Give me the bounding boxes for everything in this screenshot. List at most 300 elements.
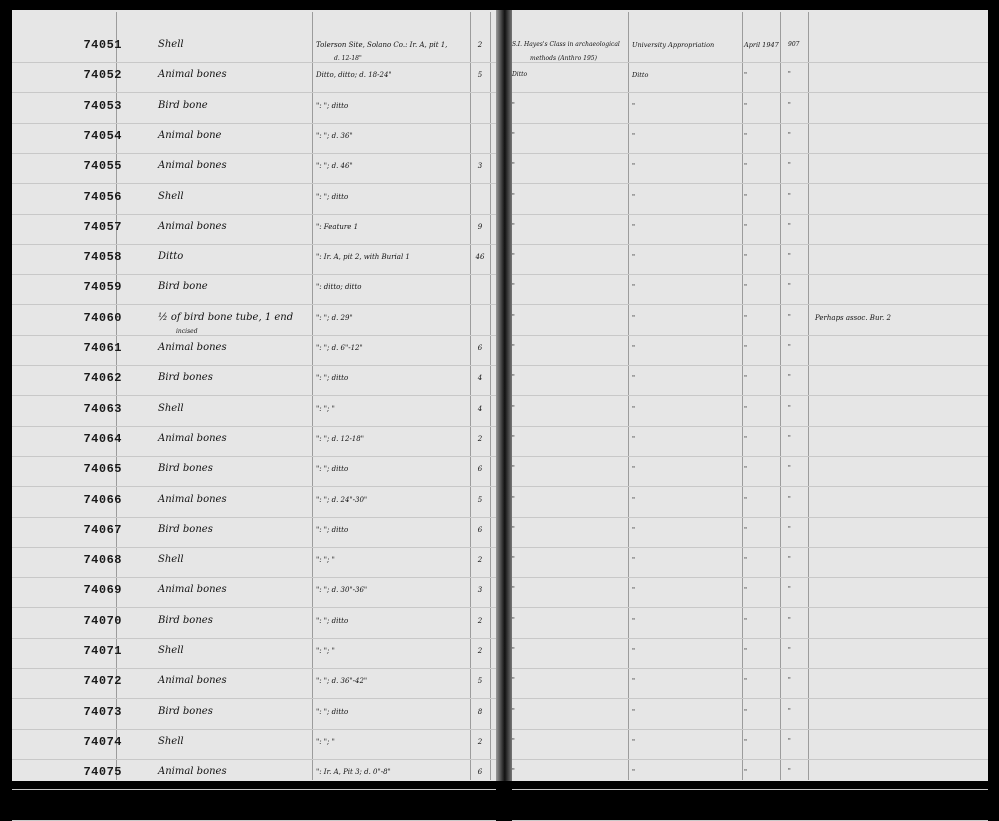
catalog-number-text: 74061 [83,341,122,355]
date-received [744,99,747,113]
date-received-text: " [744,707,747,716]
quantity [470,644,490,658]
date-received [744,493,747,507]
source [512,341,515,355]
catalog-number-text: 74071 [83,644,122,658]
object-name-text: Animal bones [158,584,227,596]
source [512,705,515,719]
object-name-line2: incised [176,327,198,335]
catalog-ref-text: 907 [788,41,800,48]
accession [632,432,635,446]
catalog-ref-text: " [788,616,791,624]
date-received-text: " [744,556,747,565]
source [512,583,515,597]
catalog-number [62,614,122,628]
accession [632,462,635,476]
date-received-text: " [744,495,747,504]
locality-text: ": "; d. 6"-12" [316,344,363,352]
object-name-text: Ditto [158,251,184,263]
source [512,523,515,537]
locality [316,644,335,658]
accession-text: " [632,434,635,443]
accession [632,159,635,173]
catalog-number [62,190,122,204]
locality-text: ": ditto; ditto [316,283,362,292]
catalog-ref [788,250,791,264]
locality-text: ": Ir. A, pit 2, with Burial 1 [316,253,410,262]
catalog-ref-text: " [788,162,791,170]
locality-text: ": "; " [316,737,335,746]
locality [316,159,353,173]
locality [316,220,358,234]
ledger-row [0,280,976,310]
object-name [158,402,184,416]
catalog-ref [788,583,791,597]
locality-text: ": "; ditto [316,616,349,625]
object-name-text: Animal bones [158,675,227,687]
catalog-ref-text: " [788,192,791,200]
catalog-ref [788,280,791,294]
quantity [470,432,490,446]
date-received [744,38,779,52]
locality-text: ": "; d. 46" [316,162,353,171]
source [512,129,515,143]
source-text: " [512,737,515,745]
ledger-row [0,462,976,492]
object-name [158,341,227,355]
catalog-ref [788,68,791,82]
catalog-number-text: 74056 [83,189,122,204]
catalog-number [62,553,122,567]
catalog-ref [788,765,791,779]
date-received [744,68,747,82]
quantity-text: 46 [475,253,485,262]
catalog-number [62,402,122,416]
object-name-text: Animal bones [158,342,227,353]
locality-text: ": "; ditto [316,192,349,201]
ledger-row [0,674,976,704]
source [512,38,620,66]
ledger-row [0,68,976,98]
date-received [744,250,747,264]
quantity [470,462,490,476]
object-name [158,674,227,688]
source [512,765,515,779]
accession-text: " [632,192,635,201]
catalog-number [62,644,122,658]
catalog-number [62,493,122,507]
source-text: " [512,222,515,230]
locality-text: ": "; ditto [316,465,349,474]
object-name-text: Bird bone [158,99,208,111]
source-text: " [512,192,515,200]
catalog-ref-text: " [788,495,791,503]
catalog-number-text: 74051 [83,38,122,52]
accession-text: " [632,162,635,171]
object-name-text: ½ of bird bone tube, 1 end [158,311,294,323]
ledger-row [0,493,976,523]
object-name-text: Animal bones [158,220,227,232]
source-text: " [512,374,515,382]
object-name [158,614,213,628]
locality [316,735,335,749]
source [512,735,515,749]
catalog-number [62,735,122,749]
catalog-ref [788,220,791,234]
object-name [158,644,184,658]
source-text: " [512,404,515,412]
catalog-ref-text: " [788,71,791,79]
catalog-ref [788,614,791,628]
locality-text: ": "; " [316,404,335,413]
source [512,190,515,204]
accession-text: " [632,344,635,352]
object-name [158,705,213,719]
accession-text: " [632,768,635,777]
object-name-text: Shell [158,645,184,656]
quantity [470,493,490,507]
accession [632,250,635,264]
source-text: " [512,283,515,291]
locality-text: ": "; d. 29" [316,313,353,322]
ledger-row [0,705,976,735]
source [512,220,515,234]
accession-text: " [632,131,635,140]
catalog-ref [788,553,791,567]
catalog-ref-text: " [788,768,791,776]
date-received [744,341,747,355]
locality [316,190,348,204]
accession [632,705,635,719]
date-received [744,523,747,537]
catalog-ref-text: " [788,131,791,139]
object-name [158,190,184,204]
quantity [470,159,490,173]
source [512,614,515,628]
date-received-text: " [744,131,747,140]
catalog-number-text: 74062 [83,371,122,386]
date-received [744,765,747,779]
catalog-ref [788,371,791,385]
locality-text: ": "; ditto [316,525,349,534]
quantity [470,553,490,567]
accession [632,341,635,355]
quantity-text: 9 [477,222,483,231]
date-received [744,159,747,173]
catalog-number-text: 74064 [83,431,122,446]
date-received-text: " [744,404,747,413]
object-name [158,129,221,143]
date-received-text: " [744,313,747,322]
source [512,493,515,507]
accession-text: " [632,101,635,110]
locality [316,371,348,385]
locality-text: ": "; ditto [316,101,349,110]
ledger-row [0,765,976,795]
quantity [470,68,490,82]
source [512,99,515,113]
source-text: " [512,768,515,776]
date-received [744,644,747,658]
object-name-text: Bird bone [158,281,208,293]
source-text: " [512,465,515,473]
ledger-row [0,38,976,68]
catalog-ref [788,523,791,537]
catalog-ref [788,432,791,446]
catalog-number-text: 74073 [83,704,122,719]
ledger-row [0,311,976,341]
catalog-number [62,432,122,446]
date-received [744,553,747,567]
quantity-text: 8 [477,707,483,716]
object-name-text: Animal bones [158,69,227,81]
catalog-ref [788,311,791,325]
quantity-text: 5 [477,677,483,686]
ledger-row [0,583,976,613]
catalog-number-text: 74052 [83,68,122,83]
source-text: " [512,525,515,533]
accession [632,129,635,143]
object-name [158,765,227,779]
object-name-text: Bird bones [158,372,213,384]
catalog-number-text: 74072 [83,674,122,689]
object-name-text: Bird bones [158,614,213,626]
date-received [744,402,747,416]
accession-text: " [632,253,635,262]
quantity [470,523,490,537]
catalog-ref-text: " [788,344,791,351]
catalog-ref [788,705,791,719]
catalog-ref [788,735,791,749]
object-name-text: Shell [158,190,184,202]
date-received [744,462,747,476]
accession [632,614,635,628]
catalog-number [62,129,122,143]
catalog-ref [788,462,791,476]
quantity-text: 6 [477,344,483,352]
catalog-ref [788,493,791,507]
accession-text: University Appropriation [632,41,715,49]
row-rule [12,820,496,821]
catalog-number-text: 74070 [83,613,122,628]
quantity-text: 3 [477,162,483,171]
object-name [158,432,227,446]
catalog-number-text: 74058 [83,250,122,265]
accession-text: " [632,737,635,746]
locality [316,432,364,446]
locality [316,462,348,476]
catalog-number [62,159,122,173]
locality-text: ": "; d. 36"-42" [316,677,368,686]
accession [632,99,635,113]
catalog-number-text: 74066 [83,492,122,507]
catalog-number [62,523,122,537]
catalog-number-text: 74067 [83,522,122,537]
ledger-row [0,250,976,280]
locality-text: ": "; " [316,647,335,655]
accession [632,644,635,658]
date-received-text: " [744,616,747,625]
accession [632,68,648,82]
catalog-number-text: 74069 [83,583,122,598]
source [512,371,515,385]
accession [632,311,635,325]
quantity [470,583,490,597]
quantity [470,674,490,688]
locality [316,583,367,597]
remarks-text: Perhaps assoc. Bur. 2 [815,313,891,322]
object-name [158,159,227,173]
date-received [744,129,747,143]
catalog-ref-text: " [788,313,791,321]
date-received-text: " [744,283,747,292]
date-received-text: " [744,737,747,746]
accession [632,765,635,779]
locality-line2: d. 12-18" [334,55,362,62]
date-received-text: " [744,465,747,474]
object-name [158,583,227,597]
accession [632,523,635,537]
date-received [744,674,747,688]
locality [316,402,335,416]
accession-text: " [632,707,635,716]
date-received [744,220,747,234]
locality [316,341,363,355]
catalog-number-text: 74055 [83,159,122,174]
accession-text: " [632,222,635,231]
locality [316,614,348,628]
catalog-number-text: 74063 [83,401,122,416]
quantity [470,341,490,355]
date-received-text: " [744,222,747,231]
quantity [470,614,490,628]
row-rule [512,820,988,821]
quantity-text: 2 [477,616,483,625]
accession-text: " [632,374,635,383]
object-name-text: Shell [158,39,184,50]
locality-text: ": "; d. 12-18" [316,434,364,443]
catalog-number [62,765,122,779]
source [512,159,515,173]
quantity-text: 2 [477,434,483,443]
date-received-text: " [744,647,747,655]
source [512,402,515,416]
catalog-number [62,341,122,355]
accession [632,280,635,294]
locality [316,311,353,325]
catalog-ref [788,674,791,688]
date-received [744,371,747,385]
source [512,674,515,688]
quantity [470,705,490,719]
date-received-text: " [744,162,747,171]
quantity [470,765,490,779]
date-received [744,432,747,446]
locality-text: ": "; d. 30"-36" [316,586,368,595]
catalog-ref-text: " [788,707,791,715]
catalog-number-text: 74074 [83,734,122,749]
date-received [744,311,747,325]
object-name-text: Animal bone [158,129,222,141]
catalog-ref-text: " [788,647,791,654]
quantity-text: 2 [477,647,483,655]
locality-text: ": Ir. A, Pit 3; d. 0"-8" [316,768,391,777]
locality [316,493,367,507]
date-received-text: " [744,71,747,80]
date-received [744,614,747,628]
locality-text: Tolerson Site, Solano Co.: Ir. A, pit 1, [316,41,448,49]
catalog-number-text: 74075 [83,765,122,780]
quantity-text: 6 [477,465,483,474]
date-received-text: " [744,101,747,110]
object-name-text: Shell [158,402,184,414]
quantity-text: 2 [477,41,483,49]
catalog-ref [788,644,791,658]
source-text: " [512,586,515,594]
accession [632,553,635,567]
quantity-text: 2 [477,556,483,565]
catalog-number [62,311,122,325]
date-received-text: " [744,677,747,686]
catalog-ref-text: " [788,586,791,594]
object-name-text: Shell [158,554,184,566]
accession [632,371,635,385]
catalog-ref-text: " [788,404,791,412]
catalog-ref [788,99,791,113]
accession [632,38,714,52]
object-name [158,371,213,385]
accession-text: " [632,616,635,625]
object-name-text: Animal bones [158,493,227,505]
object-name [158,280,208,294]
locality [316,68,392,82]
ledger-row [0,371,976,401]
object-name [158,99,208,113]
quantity-text: 6 [477,768,483,777]
object-name [158,311,293,339]
locality-text: ": "; " [316,556,335,565]
date-received-text: " [744,192,747,201]
source [512,462,515,476]
source [512,432,515,446]
ledger-row [0,432,976,462]
object-name-text: Animal bones [158,160,227,172]
date-received-text: " [744,586,747,595]
locality [316,38,447,66]
catalog-number [62,220,122,234]
quantity-text: 4 [477,374,483,383]
source-text: Ditto [512,71,528,79]
date-received [744,280,747,294]
source [512,280,515,294]
quantity-text: 5 [477,71,483,80]
source-text: " [512,344,515,351]
locality [316,765,391,779]
catalog-ref-text: " [788,556,791,564]
catalog-number-text: 74065 [83,462,122,477]
accession-text: " [632,647,635,655]
source-text: " [512,131,515,139]
date-received-text: " [744,374,747,383]
accession-text: " [632,495,635,504]
source-text: " [512,677,515,685]
accession [632,583,635,597]
object-name [158,220,227,234]
catalog-number-text: 74053 [83,98,122,113]
locality [316,705,348,719]
accession-text: " [632,525,635,534]
source-text: " [512,616,515,624]
